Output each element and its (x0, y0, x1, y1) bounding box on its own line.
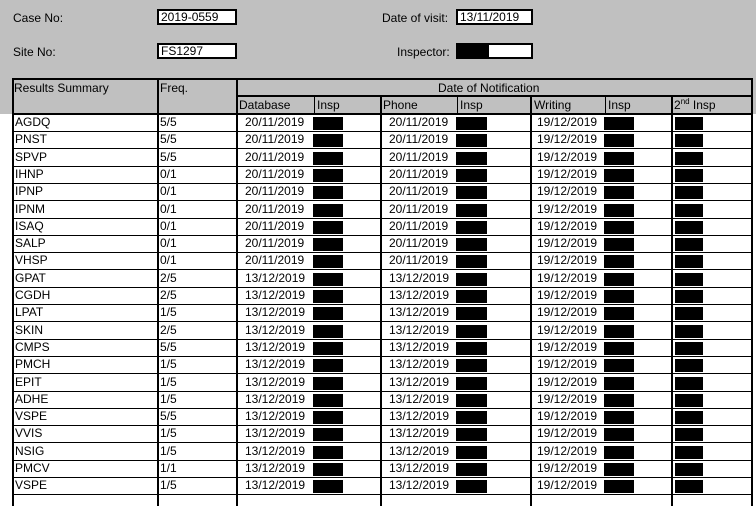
writing-date: 19/12/2019 (537, 305, 598, 320)
result-code: SKIN (15, 322, 44, 337)
insp-subheading: Insp (460, 98, 483, 112)
redacted-insp (604, 411, 634, 424)
second-insp-subheading: 2nd Insp (674, 97, 716, 112)
redacted-insp (604, 204, 634, 217)
writing-date: 19/12/2019 (537, 391, 598, 406)
redacted-second-insp (675, 359, 703, 372)
redacted-second-insp (675, 377, 703, 390)
database-date: 20/11/2019 (245, 149, 305, 164)
database-date: 20/11/2019 (245, 201, 305, 216)
table-row (0, 461, 756, 478)
database-date: 13/12/2019 (245, 391, 306, 406)
writing-date: 19/12/2019 (537, 409, 598, 424)
result-code: CGDH (15, 288, 51, 302)
database-date: 20/11/2019 (245, 218, 305, 233)
redacted-insp (313, 186, 343, 199)
redacted-insp (604, 221, 634, 234)
phone-date: 20/11/2019 (389, 149, 449, 164)
redacted-insp (456, 428, 487, 441)
table-row (0, 236, 756, 253)
result-code: SALP (15, 236, 46, 251)
redacted-insp (456, 152, 487, 165)
redacted-insp (604, 342, 634, 355)
freq-value: 5/5 (160, 115, 177, 129)
redacted-insp (313, 411, 343, 424)
result-code: AGDQ (15, 115, 51, 129)
redacted-insp (313, 134, 343, 147)
writing-date: 19/12/2019 (537, 149, 598, 164)
redacted-insp (313, 428, 343, 441)
result-code: VHSP (15, 253, 48, 268)
redacted-second-insp (675, 117, 703, 130)
redaction-block (458, 45, 489, 57)
database-date: 13/12/2019 (245, 305, 306, 320)
freq-value: 1/5 (160, 305, 177, 320)
database-date: 13/12/2019 (245, 357, 306, 372)
date-of-visit-field[interactable]: 13/11/2019 (456, 9, 533, 25)
freq-value: 1/5 (160, 478, 177, 493)
database-date: 13/12/2019 (245, 339, 306, 354)
result-code: VVIS (15, 426, 43, 441)
redacted-insp (604, 446, 634, 459)
redacted-insp (456, 307, 487, 320)
table-row (0, 115, 756, 132)
freq-value: 5/5 (160, 409, 177, 424)
freq-value: 2/5 (160, 322, 177, 337)
phone-date: 20/11/2019 (389, 184, 449, 199)
redacted-insp (313, 463, 343, 476)
writing-subheading: Writing (534, 98, 572, 112)
table-row (0, 184, 756, 201)
phone-date: 13/12/2019 (389, 305, 450, 320)
phone-date: 20/11/2019 (389, 166, 449, 181)
freq-heading: Freq. (160, 81, 189, 95)
redacted-insp (604, 169, 634, 182)
writing-date: 19/12/2019 (537, 322, 598, 337)
freq-value: 0/1 (160, 166, 177, 181)
redacted-insp (456, 342, 487, 355)
redacted-second-insp (675, 238, 703, 251)
database-date: 13/12/2019 (245, 270, 306, 285)
result-code: LPAT (15, 305, 44, 320)
redacted-insp (456, 394, 487, 407)
freq-value: 1/5 (160, 391, 177, 406)
phone-date: 20/11/2019 (389, 132, 449, 147)
result-code: PMCH (15, 357, 51, 372)
redacted-second-insp (675, 307, 703, 320)
redacted-insp (313, 238, 343, 251)
redacted-insp (456, 117, 487, 130)
phone-date: 13/12/2019 (389, 461, 450, 475)
redacted-insp (604, 152, 634, 165)
result-code: CMPS (15, 339, 50, 354)
table-row (0, 392, 756, 409)
writing-date: 19/12/2019 (537, 270, 598, 285)
freq-value: 5/5 (160, 149, 177, 164)
phone-date: 20/11/2019 (389, 201, 449, 216)
database-date: 20/11/2019 (245, 132, 305, 147)
table-row (0, 253, 756, 270)
writing-date: 19/12/2019 (537, 184, 598, 199)
writing-date: 19/12/2019 (537, 478, 598, 493)
redacted-insp (313, 255, 343, 268)
redacted-insp (604, 255, 634, 268)
phone-date: 13/12/2019 (389, 391, 450, 406)
table-row (0, 409, 756, 426)
result-code: SPVP (15, 149, 48, 164)
redacted-insp (604, 186, 634, 199)
database-date: 20/11/2019 (245, 166, 305, 181)
redacted-insp (456, 463, 487, 476)
redacted-insp (456, 411, 487, 424)
table-row (0, 132, 756, 149)
result-code: PMCV (15, 461, 50, 475)
redacted-second-insp (675, 255, 703, 268)
table-row (0, 323, 756, 340)
phone-date: 13/12/2019 (389, 322, 450, 337)
writing-date: 19/12/2019 (537, 115, 598, 129)
freq-value: 1/1 (160, 461, 177, 475)
phone-date: 13/12/2019 (389, 357, 450, 372)
writing-date: 19/12/2019 (537, 166, 598, 181)
database-date: 20/11/2019 (245, 115, 305, 129)
table-top-border (12, 78, 753, 80)
database-date: 13/12/2019 (245, 288, 306, 302)
redacted-insp (313, 342, 343, 355)
writing-date: 19/12/2019 (537, 374, 598, 389)
redacted-second-insp (675, 480, 703, 493)
freq-value: 0/1 (160, 218, 177, 233)
database-date: 20/11/2019 (245, 236, 305, 251)
row-divider (12, 494, 753, 495)
freq-value: 2/5 (160, 288, 177, 302)
redacted-second-insp (675, 290, 703, 303)
result-code: ADHE (15, 391, 49, 406)
result-code: VSPE (15, 478, 48, 493)
phone-date: 13/12/2019 (389, 270, 450, 285)
redacted-insp (604, 428, 634, 441)
insp-subheading: Insp (317, 98, 340, 112)
table-row (0, 271, 756, 288)
column-divider (605, 96, 606, 114)
column-divider (314, 96, 315, 114)
redacted-insp (313, 117, 343, 130)
redacted-insp (313, 221, 343, 234)
redacted-insp (456, 186, 487, 199)
redacted-second-insp (675, 411, 703, 424)
redacted-insp (456, 325, 487, 338)
phone-date: 13/12/2019 (389, 426, 450, 441)
redacted-insp (313, 290, 343, 303)
redacted-insp (604, 359, 634, 372)
redacted-insp (313, 446, 343, 459)
redacted-insp (313, 480, 343, 493)
phone-date: 13/12/2019 (389, 443, 450, 458)
inspector-field[interactable] (456, 43, 533, 59)
insp-subheading: Insp (608, 98, 631, 112)
database-date: 13/12/2019 (245, 322, 306, 337)
redacted-second-insp (675, 152, 703, 165)
redacted-second-insp (675, 342, 703, 355)
redacted-insp (604, 117, 634, 130)
redacted-insp (313, 204, 343, 217)
redacted-insp (313, 325, 343, 338)
freq-value: 1/5 (160, 374, 177, 389)
redacted-insp (456, 480, 487, 493)
redacted-second-insp (675, 463, 703, 476)
database-date: 13/12/2019 (245, 478, 306, 493)
column-divider (457, 96, 458, 114)
site-no-label: Site No: (13, 45, 56, 59)
database-date: 13/12/2019 (245, 443, 306, 458)
phone-date: 13/12/2019 (389, 288, 450, 302)
writing-date: 19/12/2019 (537, 461, 598, 475)
database-date: 13/12/2019 (245, 374, 306, 389)
freq-value: 1/5 (160, 443, 177, 458)
result-code: EPIT (15, 374, 42, 389)
redacted-insp (313, 377, 343, 390)
phone-subheading: Phone (383, 98, 418, 112)
table-row (0, 426, 756, 443)
redacted-insp (604, 463, 634, 476)
writing-date: 19/12/2019 (537, 288, 598, 302)
database-date: 13/12/2019 (245, 409, 306, 424)
redacted-second-insp (675, 169, 703, 182)
date-of-notification-heading: Date of Notification (438, 81, 540, 95)
freq-value: 0/1 (160, 236, 177, 251)
redacted-insp (604, 325, 634, 338)
redacted-insp (604, 377, 634, 390)
redacted-insp (313, 359, 343, 372)
redacted-insp (313, 307, 343, 320)
redacted-insp (604, 480, 634, 493)
database-date: 13/12/2019 (245, 426, 306, 441)
redacted-second-insp (675, 325, 703, 338)
freq-value: 1/5 (160, 426, 177, 441)
inspector-label: Inspector: (397, 45, 450, 59)
result-code: IPNM (15, 201, 45, 216)
result-code: GPAT (15, 270, 46, 285)
redacted-insp (456, 221, 487, 234)
freq-value: 0/1 (160, 253, 177, 268)
table-row (0, 444, 756, 461)
database-date: 13/12/2019 (245, 461, 306, 475)
redacted-second-insp (675, 221, 703, 234)
redacted-insp (313, 152, 343, 165)
table-row (0, 167, 756, 184)
redacted-insp (604, 394, 634, 407)
redacted-insp (456, 273, 487, 286)
redacted-insp (456, 204, 487, 217)
table-row (0, 305, 756, 322)
redacted-insp (604, 273, 634, 286)
results-summary-heading: Results Summary (14, 81, 109, 95)
redacted-insp (604, 134, 634, 147)
freq-value: 1/5 (160, 357, 177, 372)
redacted-second-insp (675, 394, 703, 407)
redacted-second-insp (675, 446, 703, 459)
case-no-label: Case No: (13, 11, 64, 25)
freq-value: 5/5 (160, 132, 177, 147)
phone-date: 13/12/2019 (389, 409, 450, 424)
redacted-second-insp (675, 134, 703, 147)
redacted-insp (604, 238, 634, 251)
writing-date: 19/12/2019 (537, 357, 598, 372)
result-code: NSIG (15, 443, 45, 458)
table-row (0, 150, 756, 167)
table-row (0, 478, 756, 495)
phone-date: 13/12/2019 (389, 339, 450, 354)
table-row (0, 340, 756, 357)
freq-value: 5/5 (160, 339, 177, 354)
phone-date: 13/12/2019 (389, 374, 450, 389)
redacted-insp (313, 394, 343, 407)
writing-date: 19/12/2019 (537, 253, 598, 268)
table-row (0, 357, 756, 374)
result-code: ISAQ (15, 218, 44, 233)
writing-date: 19/12/2019 (537, 218, 598, 233)
redacted-second-insp (675, 186, 703, 199)
freq-value: 0/1 (160, 184, 177, 199)
redacted-second-insp (675, 273, 703, 286)
writing-date: 19/12/2019 (537, 339, 598, 354)
database-subheading: Database (239, 98, 291, 112)
redacted-insp (456, 169, 487, 182)
table-row (0, 288, 756, 305)
case-no-field[interactable]: 2019-0559 (157, 9, 237, 25)
table-row (0, 375, 756, 392)
table-row (0, 202, 756, 219)
redacted-insp (313, 273, 343, 286)
redacted-second-insp (675, 428, 703, 441)
redacted-insp (456, 255, 487, 268)
database-date: 20/11/2019 (245, 253, 305, 268)
redacted-insp (313, 169, 343, 182)
writing-date: 19/12/2019 (537, 426, 598, 441)
writing-date: 19/12/2019 (537, 201, 598, 216)
freq-value: 2/5 (160, 270, 177, 285)
writing-date: 19/12/2019 (537, 236, 598, 251)
redacted-insp (456, 290, 487, 303)
phone-date: 20/11/2019 (389, 115, 449, 129)
redacted-insp (456, 359, 487, 372)
redacted-insp (604, 307, 634, 320)
table-row (0, 219, 756, 236)
site-no-field[interactable]: FS1297 (157, 43, 237, 59)
redacted-insp (604, 290, 634, 303)
redacted-insp (456, 134, 487, 147)
phone-date: 20/11/2019 (389, 253, 449, 268)
phone-date: 20/11/2019 (389, 236, 449, 251)
case-header (0, 0, 756, 78)
result-code: PNST (15, 132, 48, 147)
result-code: VSPE (15, 409, 48, 424)
freq-value: 0/1 (160, 201, 177, 216)
redacted-insp (456, 377, 487, 390)
result-code: IHNP (15, 166, 44, 181)
date-of-visit-label: Date of visit: (382, 11, 449, 25)
writing-date: 19/12/2019 (537, 443, 598, 458)
phone-date: 20/11/2019 (389, 218, 449, 233)
redacted-second-insp (675, 204, 703, 217)
redacted-insp (456, 446, 487, 459)
result-code: IPNP (15, 184, 44, 199)
redacted-insp (456, 238, 487, 251)
phone-date: 13/12/2019 (389, 478, 450, 493)
database-date: 20/11/2019 (245, 184, 305, 199)
writing-date: 19/12/2019 (537, 132, 598, 147)
